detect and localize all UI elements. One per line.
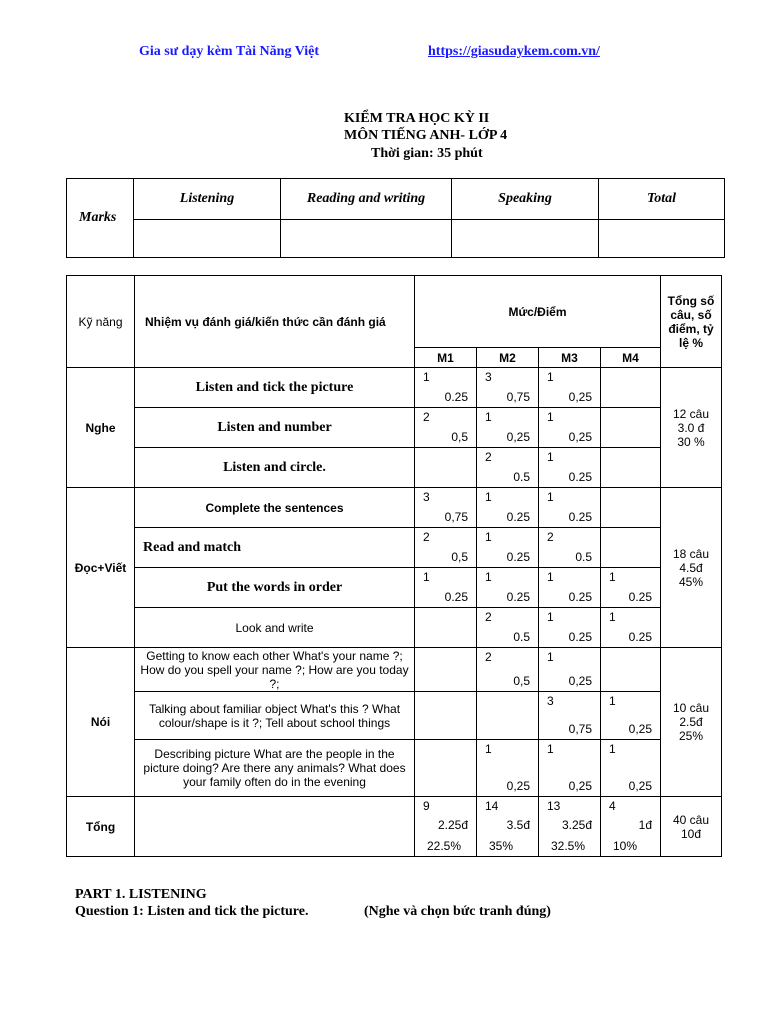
total-score: 1đ: [638, 818, 652, 832]
total-score: 2.25đ: [437, 818, 468, 832]
score-value: 0.25: [568, 590, 592, 604]
task-cell: Talking about familiar object What's this ? What colour/shape is it ?; Tell about school things: [135, 692, 415, 740]
score-value: 0.25: [568, 510, 592, 524]
question-count: 1: [485, 530, 492, 544]
total-percent: 32.5%: [551, 839, 586, 853]
total-percent: 35%: [489, 839, 514, 853]
header-level: Mức/Điểm: [415, 276, 661, 348]
score-value: 0,25: [568, 779, 592, 793]
question-count: 1: [609, 694, 616, 708]
level-cell-m1: [415, 608, 477, 648]
task-cell: Getting to know each other What's your name ?; How do you spell your name ?; How are you today ?;: [135, 648, 415, 692]
score-value: 0.25: [506, 550, 530, 564]
skill-cell: Đọc+Viết: [67, 488, 135, 648]
score-value: 0,25: [628, 722, 652, 736]
score-value: 0.25: [628, 590, 652, 604]
score-value: 0.25: [568, 630, 592, 644]
level-cell-m2: [477, 448, 539, 488]
score-value: 0,25: [506, 779, 530, 793]
score-value: 0,25: [568, 390, 592, 404]
question-count: 1: [547, 742, 554, 756]
question-count: 1: [547, 370, 554, 384]
total-row-label: Tổng: [67, 797, 135, 857]
score-value: 0.5: [575, 550, 592, 564]
score-value: 0.25: [506, 510, 530, 524]
total-count: 14: [485, 799, 499, 813]
score-value: 0.25: [444, 590, 468, 604]
total-score: 3.5đ: [506, 818, 530, 832]
score-value: 0,75: [568, 722, 592, 736]
marks-cell-total: [599, 220, 725, 258]
question-count: 2: [423, 530, 430, 544]
section-total-cell: 10 câu 2.5đ 25%: [661, 648, 722, 797]
question-count: 1: [547, 450, 554, 464]
question-count: 1: [485, 570, 492, 584]
task-cell: Listen and number: [135, 408, 415, 448]
level-cell-m3: [539, 448, 601, 488]
level-cell-m3: [539, 740, 601, 797]
level-cell-m3: [539, 528, 601, 568]
header-total: Tổng số câu, số điểm, tỷ lệ %: [661, 276, 722, 368]
level-cell-m1: [415, 408, 477, 448]
score-value: 0,25: [568, 674, 592, 688]
question-count: 1: [423, 570, 430, 584]
total-score: 3.25đ: [561, 818, 592, 832]
marks-label: Marks: [67, 179, 134, 258]
level-cell-m1: [415, 692, 477, 740]
marks-cell-speaking: [452, 220, 599, 258]
question-count: 2: [547, 530, 554, 544]
header-skill: Kỹ năng: [67, 276, 135, 368]
question-count: 2: [485, 450, 492, 464]
question-count: 1: [423, 370, 430, 384]
score-value: 0,25: [568, 430, 592, 444]
level-cell-m1: [415, 488, 477, 528]
marks-col-speaking: Speaking: [452, 179, 599, 220]
section-total-cell: 18 câu 4.5đ 45%: [661, 488, 722, 648]
level-cell-m3: [539, 488, 601, 528]
task-cell: Read and match: [135, 528, 415, 568]
score-value: 0,75: [506, 390, 530, 404]
level-cell-m1: [415, 740, 477, 797]
level-cell-m4: [601, 408, 661, 448]
grand-total-cell: 40 câu 10đ: [661, 797, 722, 857]
level-cell-m1: [415, 528, 477, 568]
task-cell: Look and write: [135, 608, 415, 648]
score-value: 0.25: [568, 470, 592, 484]
question-count: 1: [485, 410, 492, 424]
assessment-matrix-table: [66, 275, 722, 857]
question-count: 2: [485, 610, 492, 624]
total-count: 4: [609, 799, 616, 813]
total-level-cell-m1: [415, 797, 477, 857]
level-cell-m3: [539, 408, 601, 448]
question-count: 2: [485, 650, 492, 664]
header-website-link[interactable]: https://giasudaykem.com.vn/: [428, 44, 600, 59]
total-count: 13: [547, 799, 561, 813]
level-cell-m4: [601, 740, 661, 797]
score-value: 0.25: [444, 390, 468, 404]
question-count: 1: [547, 650, 554, 664]
question-count: 1: [547, 490, 554, 504]
question-text-vi: (Nghe và chọn bức tranh đúng): [364, 904, 551, 919]
score-value: 0.25: [506, 590, 530, 604]
score-value: 0.5: [513, 470, 530, 484]
score-value: 0,5: [451, 430, 468, 444]
score-value: 0,25: [628, 779, 652, 793]
total-level-cell-m3: [539, 797, 601, 857]
question-count: 3: [485, 370, 492, 384]
task-cell: Listen and circle.: [135, 448, 415, 488]
level-m3: M3: [539, 348, 601, 368]
question-count: 1: [547, 570, 554, 584]
marks-cell-reading-writing: [281, 220, 452, 258]
level-cell-m1: [415, 448, 477, 488]
question-count: 1: [609, 742, 616, 756]
total-count: 9: [423, 799, 430, 813]
level-cell-m1: [415, 368, 477, 408]
level-cell-m2: [477, 528, 539, 568]
level-cell-m4: [601, 648, 661, 692]
exam-subject: MÔN TIẾNG ANH- LỚP 4: [344, 128, 508, 143]
task-cell: Complete the sentences: [135, 488, 415, 528]
question-count: 1: [609, 570, 616, 584]
level-cell-m2: [477, 368, 539, 408]
level-cell-m2: [477, 648, 539, 692]
level-cell-m4: [601, 368, 661, 408]
total-level-cell-m4: [601, 797, 661, 857]
level-cell-m2: [477, 488, 539, 528]
level-cell-m3: [539, 692, 601, 740]
level-cell-m2: [477, 608, 539, 648]
level-cell-m4: [601, 608, 661, 648]
level-cell-m4: [601, 568, 661, 608]
level-cell-m2: [477, 408, 539, 448]
score-value: 0,5: [513, 674, 530, 688]
question-count: 2: [423, 410, 430, 424]
marks-col-total: Total: [599, 179, 725, 220]
level-cell-m3: [539, 648, 601, 692]
skill-cell: Nói: [67, 648, 135, 797]
task-cell: Listen and tick the picture: [135, 368, 415, 408]
level-cell-m4: [601, 528, 661, 568]
section-total-cell: 12 câu 3.0 đ 30 %: [661, 368, 722, 488]
part-heading: PART 1. LISTENING: [75, 887, 207, 902]
level-cell-m4: [601, 448, 661, 488]
marks-table: [66, 178, 725, 258]
marks-col-listening: Listening: [134, 179, 281, 220]
level-cell-m2: [477, 740, 539, 797]
question-count: 1: [547, 410, 554, 424]
total-level-cell-m2: [477, 797, 539, 857]
level-m4: M4: [601, 348, 661, 368]
exam-title: KIỂM TRA HỌC KỲ II: [344, 111, 490, 126]
level-cell-m3: [539, 368, 601, 408]
marks-cell-listening: [134, 220, 281, 258]
task-cell: Put the words in order: [135, 568, 415, 608]
marks-col-reading-writing: Reading and writing: [281, 179, 452, 220]
header-tutor-name: Gia sư dạy kèm Tài Năng Việt: [139, 44, 320, 59]
score-value: 0,75: [444, 510, 468, 524]
question-count: 1: [485, 490, 492, 504]
task-cell: Describing picture What are the people in the picture doing? Are there any animals? What does your family often do in the evening: [135, 740, 415, 797]
level-cell-m4: [601, 488, 661, 528]
question-count: 3: [423, 490, 430, 504]
skill-cell: Nghe: [67, 368, 135, 488]
level-cell-m2: [477, 568, 539, 608]
question-count: 1: [609, 610, 616, 624]
score-value: 0.25: [628, 630, 652, 644]
level-cell-m1: [415, 648, 477, 692]
level-cell-m2: [477, 692, 539, 740]
score-value: 0,5: [451, 550, 468, 564]
level-cell-m4: [601, 692, 661, 740]
score-value: 0.5: [513, 630, 530, 644]
level-m1: M1: [415, 348, 477, 368]
level-m2: M2: [477, 348, 539, 368]
level-cell-m3: [539, 568, 601, 608]
level-cell-m1: [415, 568, 477, 608]
score-value: 0,25: [506, 430, 530, 444]
question-count: 1: [547, 610, 554, 624]
level-cell-m3: [539, 608, 601, 648]
question-count: 3: [547, 694, 554, 708]
question-text: Question 1: Listen and tick the picture.: [75, 904, 309, 919]
total-row-task: [135, 797, 415, 857]
total-percent: 22.5%: [427, 839, 462, 853]
exam-duration: Thời gian: 35 phút: [371, 146, 483, 161]
header-task: Nhiệm vụ đánh giá/kiến thức cần đánh giá: [135, 276, 415, 368]
total-percent: 10%: [613, 839, 638, 853]
question-count: 1: [485, 742, 492, 756]
